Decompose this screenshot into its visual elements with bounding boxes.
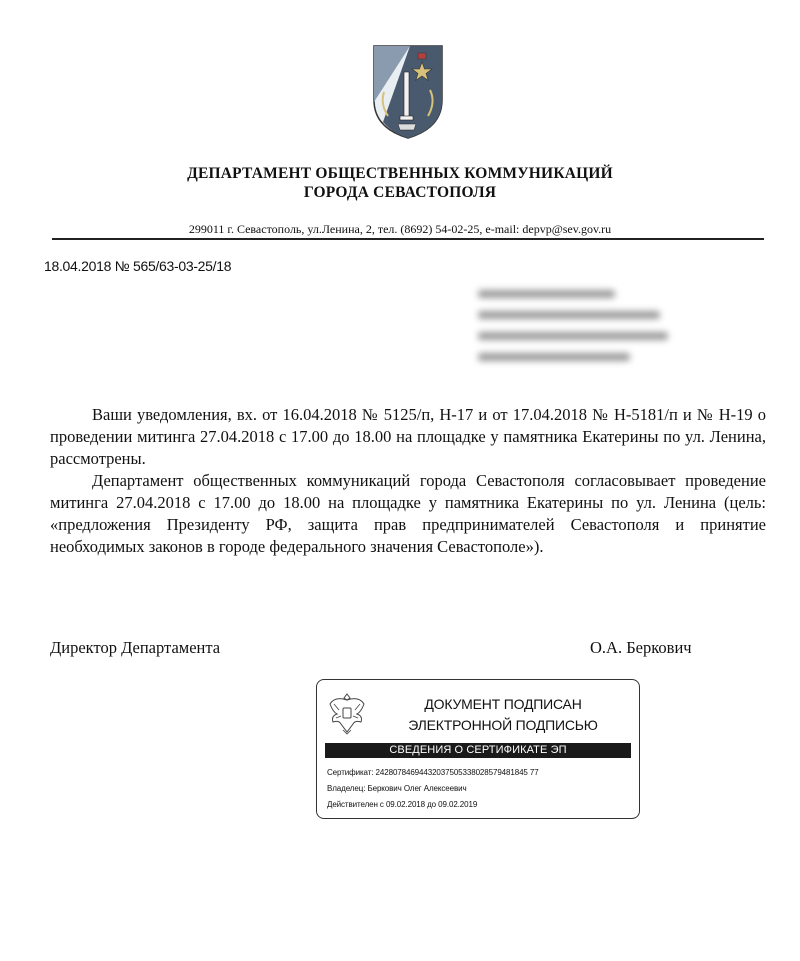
- certificate-validity: Действителен с 09.02.2018 до 09.02.2019: [327, 800, 478, 809]
- stamp-title-line-2: ЭЛЕКТРОННОЙ ПОДПИСЬЮ: [408, 717, 598, 733]
- sevastopol-coat-of-arms-icon: [370, 42, 446, 140]
- org-name-line-1: ДЕПАРТАМЕНТ ОБЩЕСТВЕННЫХ КОММУНИКАЦИЙ: [187, 165, 613, 182]
- stamp-title-line-1: ДОКУМЕНТ ПОДПИСАН: [424, 696, 582, 712]
- organization-name: [0, 164, 800, 202]
- address-line: 299011 г. Севастополь, ул.Ленина, 2, тел. (8692) 54-02-25, e-mail: depvp@sev.gov.ru: [188, 222, 612, 236]
- certificate-info-bar: СВЕДЕНИЯ О СЕРТИФИКАТЕ ЭП: [325, 743, 631, 758]
- redacted-recipient-block: [478, 290, 668, 382]
- body-paragraph-2: Департамент общественных коммуникаций города Севастополя согласовывает проведение митинга 27.04.2018 с 17.00 до 18.00 на площадке у памятника Екатерины по ул. Ленина (цель: «предложения Президенту РФ, защита прав предпринимателей Севастополя и принятие необходимых законов в городе федерального значения Севастополе»).: [50, 471, 766, 556]
- electronic-signature-stamp: [316, 679, 640, 819]
- org-name-line-2: ГОРОДА СЕВАСТОПОЛЯ: [303, 184, 497, 201]
- russian-eagle-emblem-icon: [327, 690, 367, 736]
- body-paragraph-1: Ваши уведомления, вх. от 16.04.2018 № 5125/п, Н-17 и от 17.04.2018 № Н-5181/п и № Н-19 о проведении митинга 27.04.2018 с 17.00 до 18.00 на площадке у памятника Екатерины по ул. Ленина, рассмотрены.: [50, 405, 766, 468]
- signatory-role: Директор Департамента: [50, 638, 221, 657]
- certificate-owner: Владелец: Беркович Олег Алексеевич: [327, 784, 467, 793]
- header-divider: [52, 238, 764, 240]
- stamp-title: [377, 694, 629, 736]
- letter-body: [50, 404, 766, 558]
- certificate-number: Сертификат: 24280784694432037505338028579481845 77: [327, 768, 539, 777]
- document-number: 18.04.2018 № 565/63-03-25/18: [44, 258, 232, 274]
- signatory-name: О.А. Беркович: [590, 638, 692, 657]
